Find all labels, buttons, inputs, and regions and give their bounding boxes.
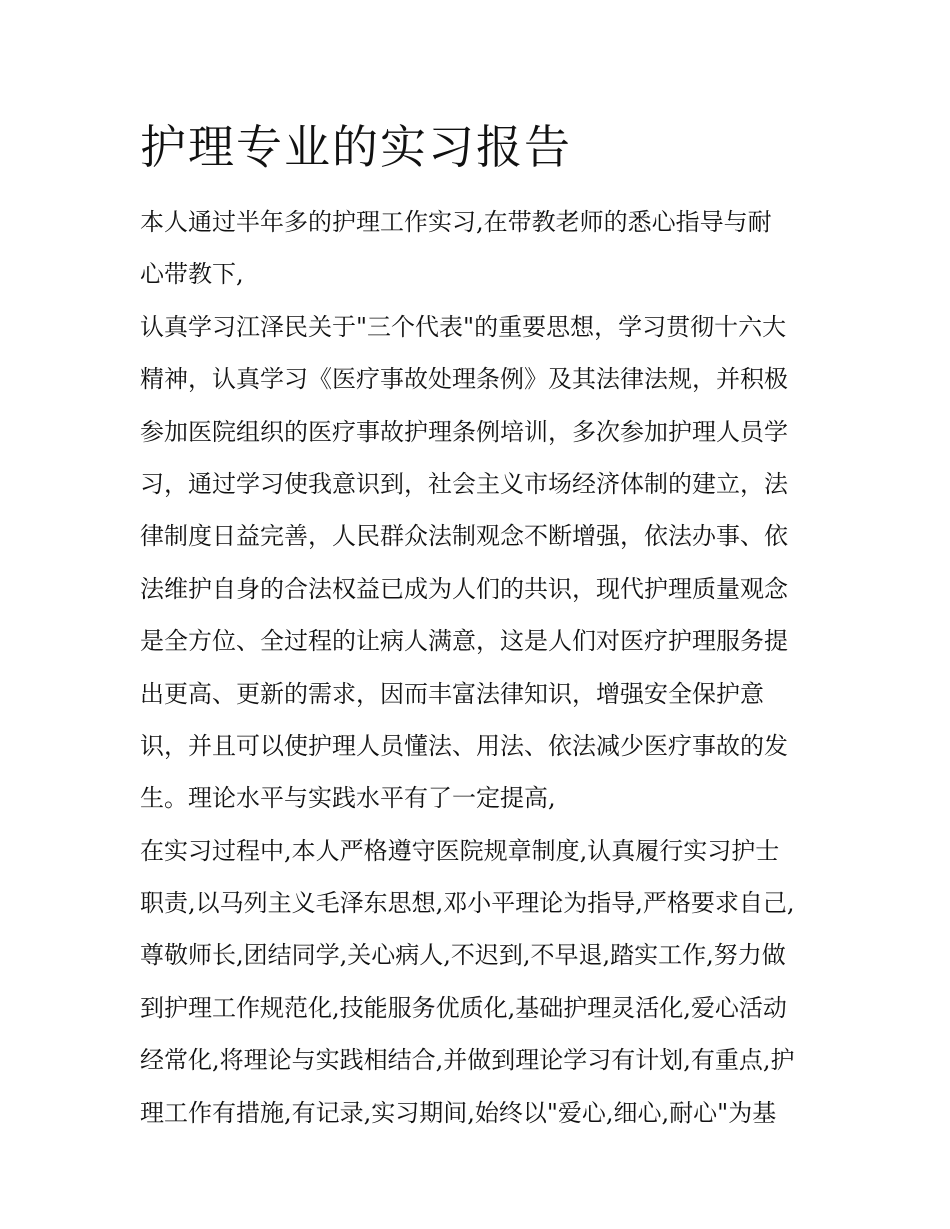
- body-line: 法维护自身的合法权益已成为人们的共识，现代护理质量观念: [140, 574, 788, 603]
- body-line: 是全方位、全过程的让病人满意，这是人们对医疗护理服务提: [140, 627, 788, 656]
- document-title: 护理专业的实习报告: [140, 120, 572, 174]
- body-line: 认真学习江泽民关于"三个代表"的重要思想，学习贯彻十六大: [140, 312, 787, 341]
- body-line: 生。理论水平与实践水平有了一定提高,: [140, 784, 556, 813]
- body-line: 经常化,将理论与实践相结合,并做到理论学习有计划,有重点,护: [140, 1046, 795, 1075]
- body-line: 心带教下,: [140, 260, 244, 289]
- body-line: 在实习过程中,本人严格遵守医院规章制度,认真履行实习护士: [140, 836, 780, 865]
- body-line: 识，并且可以使护理人员懂法、用法、依法减少医疗事故的发: [140, 731, 788, 760]
- body-line: 出更高、更新的需求，因而丰富法律知识，增强安全保护意: [140, 679, 764, 708]
- body-line: 精神，认真学习《医疗事故处理条例》及其法律法规，并积极: [140, 365, 788, 394]
- body-line: 尊敬师长,团结同学,关心病人,不迟到,不早退,踏实工作,努力做: [140, 941, 786, 970]
- body-line: 职责,以马列主义毛泽东思想,邓小平理论为指导,严格要求自己,: [140, 889, 795, 918]
- body-line: 参加医院组织的医疗事故护理条例培训，多次参加护理人员学: [140, 417, 788, 446]
- body-line: 理工作有措施,有记录,实习期间,始终以"爱心,细心,耐心"为基: [140, 1098, 777, 1127]
- body-line: 习，通过学习使我意识到，社会主义市场经济体制的建立，法: [140, 469, 788, 498]
- body-line: 本人通过半年多的护理工作实习,在带教老师的悉心指导与耐: [140, 208, 772, 236]
- body-line: 到护理工作规范化,技能服务优质化,基础护理灵活化,爱心活动: [140, 993, 787, 1022]
- body-line: 律制度日益完善，人民群众法制观念不断增强，依法办事、依: [140, 522, 788, 551]
- document-body: [140, 196, 840, 1139]
